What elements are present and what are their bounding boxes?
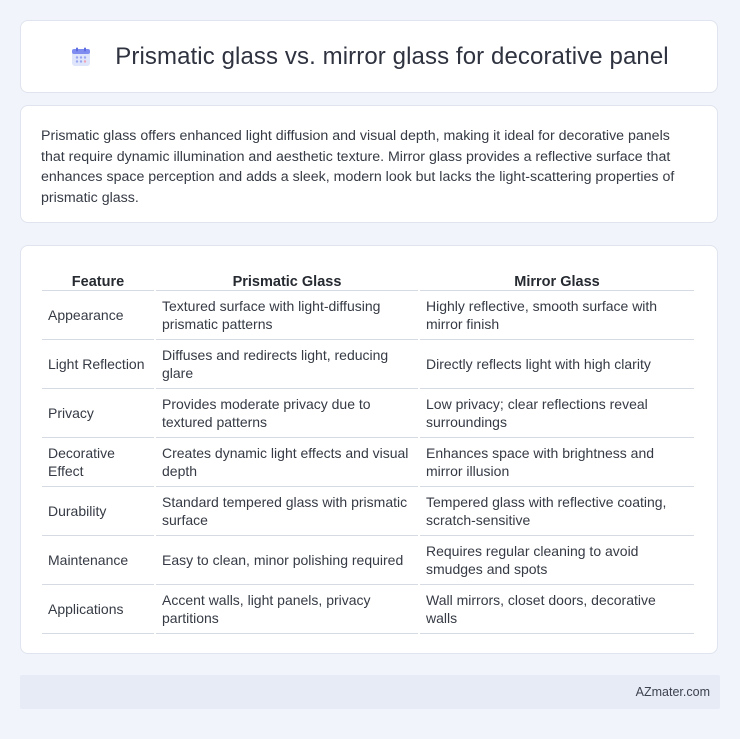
mirror-cell: Tempered glass with reflective coating, scratch-sensitive (420, 487, 694, 536)
feature-cell: Privacy (42, 389, 154, 438)
prismatic-cell: Provides moderate privacy due to textured patterns (156, 389, 418, 438)
page-title: Prismatic glass vs. mirror glass for decorative panel (115, 42, 669, 70)
comparison-table (40, 266, 696, 634)
mirror-cell: Enhances space with brightness and mirror illusion (420, 438, 694, 487)
header-feature: Feature (42, 266, 154, 291)
title-card (20, 20, 718, 93)
feature-cell: Durability (42, 487, 154, 536)
table-row (42, 389, 694, 438)
mirror-cell: Directly reflects light with high clarity (420, 340, 694, 389)
table-row (42, 291, 694, 340)
table-row (42, 438, 694, 487)
table-row (42, 585, 694, 634)
feature-cell: Maintenance (42, 536, 154, 585)
feature-cell: Appearance (42, 291, 154, 340)
table-row (42, 536, 694, 585)
prismatic-cell: Diffuses and redirects light, reducing glare (156, 340, 418, 389)
mirror-cell: Requires regular cleaning to avoid smudges and spots (420, 536, 694, 585)
prismatic-cell: Accent walls, light panels, privacy partitions (156, 585, 418, 634)
prismatic-cell: Easy to clean, minor polishing required (156, 536, 418, 585)
footer-brand[interactable]: AZmater.com (635, 685, 710, 699)
table-row (42, 340, 694, 389)
header-prismatic: Prismatic Glass (156, 266, 418, 291)
table-header-row (42, 266, 694, 291)
mirror-cell: Wall mirrors, closet doors, decorative walls (420, 585, 694, 634)
mirror-cell: Low privacy; clear reflections reveal surroundings (420, 389, 694, 438)
table-row (42, 487, 694, 536)
mirror-cell: Highly reflective, smooth surface with mirror finish (420, 291, 694, 340)
prismatic-cell: Creates dynamic light effects and visual depth (156, 438, 418, 487)
intro-card (20, 105, 718, 223)
calendar-icon (69, 45, 93, 69)
feature-cell: Applications (42, 585, 154, 634)
feature-cell: Decorative Effect (42, 438, 154, 487)
footer-bar (20, 675, 720, 709)
prismatic-cell: Textured surface with light-diffusing prismatic patterns (156, 291, 418, 340)
header-mirror: Mirror Glass (420, 266, 694, 291)
feature-cell: Light Reflection (42, 340, 154, 389)
prismatic-cell: Standard tempered glass with prismatic surface (156, 487, 418, 536)
intro-text: Prismatic glass offers enhanced light diffusion and visual depth, making it ideal for decorative panels that require dynamic illumination and aesthetic texture. Mirror glass provides a reflective surface that enhances space perception and adds a sleek, modern look but lacks the light-scattering properties of prismatic glass. (41, 128, 675, 206)
comparison-card (20, 245, 718, 654)
